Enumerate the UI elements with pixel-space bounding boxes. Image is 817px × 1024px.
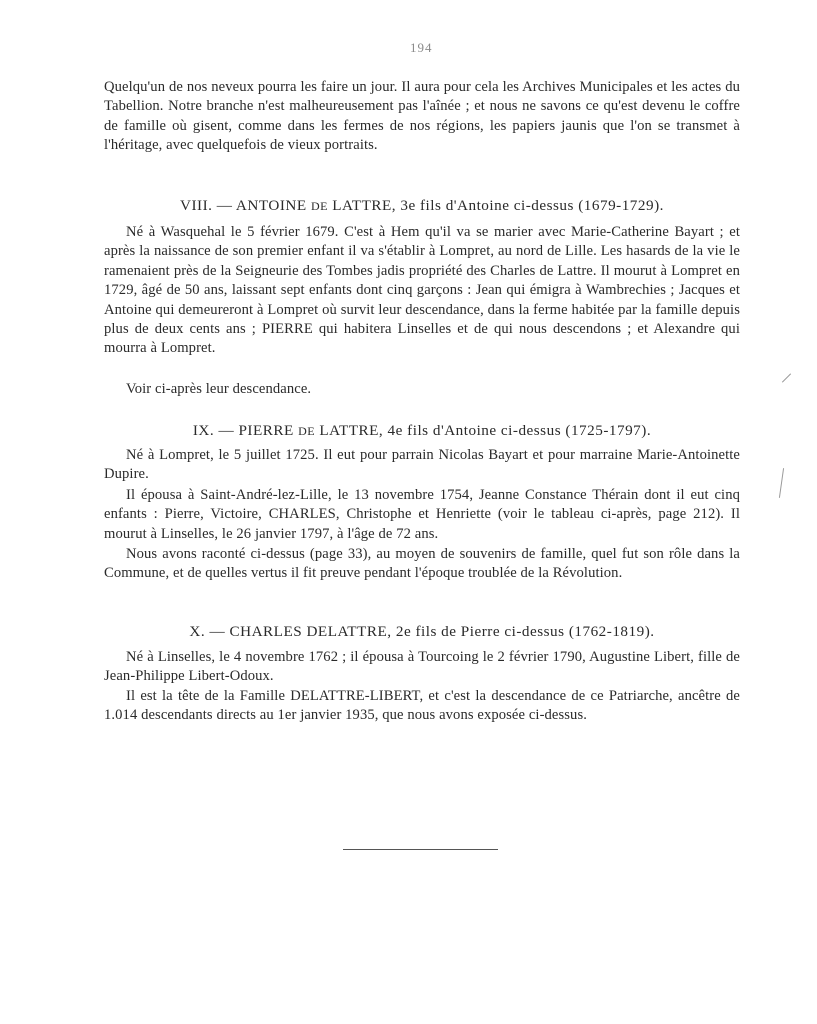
section-numeral: IX. — (192, 422, 235, 439)
section-particle: DE (310, 199, 328, 213)
section-description: 2e fils de Pierre ci-dessus (1762-1819). (395, 623, 655, 640)
section-heading-x (104, 623, 740, 641)
section-viii-paragraph-1: Né à Wasquehal le 5 février 1679. C'est à Hem qu'il va se marier avec Marie-Catherine Bayart ; et après la naissance de son premier enfant il va s'établir à Lompret, au nord de Lille. Les hasards de la vie le ramenaient près de la Seigneurie des Tombes jadis propriété des Charles de Lattre. Il mourut à Lompret en 1729, âgé de 50 ans, laissant sept enfants dont cinq garçons : Jean qui émigra à Wambrechies ; Jacques et Antoine qui demeureront à Lompret où survit leur descendance, dans la ferme habitée par la famille depuis plus de deux cents ans ; PIERRE qui habitera Linselles et de qui nous descendons ; et Alexandre qui mourra à Lompret. (104, 224, 740, 357)
section-description: 3e fils d'Antoine ci-dessus (1679-1729). (400, 197, 664, 214)
section-numeral: X. — (189, 623, 226, 640)
section-surname: DELATTRE, (306, 623, 392, 640)
section-surname: LATTRE, (332, 197, 397, 214)
intro-paragraph: Quelqu'un de nos neveux pourra les faire un jour. Il aura pour cela les Archives Municipales et les actes du Tabellion. Notre branche n'est malheureusement pas l'aînée ; et nous ne savons ce qu'est devenu le coffre de famille où gisent, comme dans les fermes de nos régions, les papiers jaunis que l'on se transmet à l'héritage, avec quelquefois de vieux portraits. (104, 79, 740, 154)
section-ix-paragraph-2: Il épousa à Saint-André-lez-Lille, le 13 novembre 1754, Jeanne Constance Thérain dont il eut cinq enfants : Pierre, Victoire, CHARLES, Christophe et Henriette (voir le tableau ci-après, page 212). Il mourut à Linselles, le 26 janvier 1797, à l'âge de 72 ans. (104, 487, 740, 542)
section-viii-paragraph-2: Voir ci-après leur descendance. (126, 381, 312, 397)
section-heading-ix (104, 422, 740, 440)
end-divider (343, 849, 498, 850)
section-first-name: ANTOINE (235, 197, 307, 214)
section-first-name: CHARLES (229, 623, 303, 640)
section-surname: LATTRE, (319, 422, 384, 439)
section-description: 4e fils d'Antoine ci-dessus (1725-1797). (387, 422, 652, 439)
section-ix-paragraph-1: Né à Lompret, le 5 juillet 1725. Il eut pour parrain Nicolas Bayart et pour marraine Marie-Antoinette Dupire. (104, 447, 740, 483)
section-numeral: VIII. — (180, 197, 233, 214)
section-first-name: PIERRE (238, 422, 294, 439)
section-x-paragraph-1: Né à Linselles, le 4 novembre 1762 ; il épousa à Tourcoing le 2 février 1790, Augustine Libert, fille de Jean-Philippe Libert-Odoux. (104, 649, 740, 685)
section-x-paragraph-2: Il est la tête de la Famille DELATTRE-LIBERT, et c'est la descendance de ce Patriarche, ancêtre de 1.014 descendants directs au 1er janvier 1935, que nous avons exposée ci-dessus. (104, 688, 740, 724)
scan-mark (779, 468, 784, 498)
section-particle: DE (298, 424, 316, 438)
page-number: 194 (410, 40, 433, 55)
section-heading-viii (104, 197, 740, 215)
section-ix-paragraph-3: Nous avons raconté ci-dessus (page 33), au moyen de souvenirs de famille, quel fut son rôle dans la Commune, et de quelles vertus il fit preuve pendant l'époque troublée de la Révolution. (104, 546, 740, 582)
scan-mark (782, 373, 791, 382)
